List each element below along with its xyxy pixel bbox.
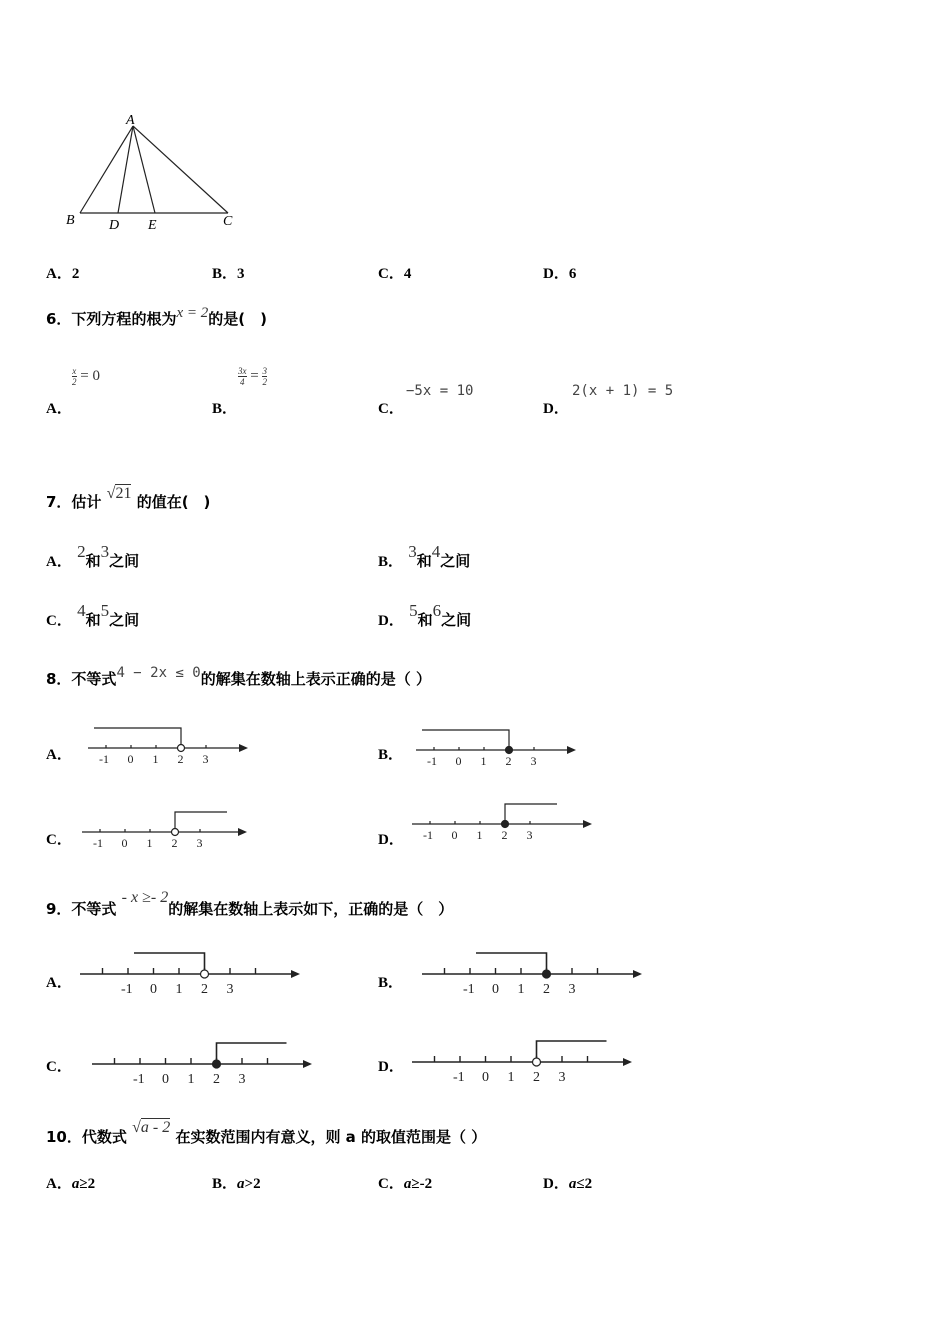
q10-option-b[interactable]: B．a>2 — [212, 1176, 261, 1192]
q6-option-b-label[interactable]: B． — [212, 401, 238, 417]
q6-option-d-math: 2(x + 1) = 5 — [572, 383, 674, 399]
sqrt-a-minus-2: √a - 2 — [132, 1119, 171, 1136]
tick-label: 1 — [175, 982, 183, 997]
tick-label: 3 — [558, 1070, 566, 1085]
solution-ray — [94, 728, 181, 748]
q8-option-b-label[interactable]: B． — [378, 747, 404, 763]
q10-option-a[interactable]: A．a≥2 — [46, 1176, 96, 1192]
q8-stem-math: 4 − 2x ≤ 0 — [116, 665, 201, 681]
q7-option-b[interactable]: B． 3和4之间 — [378, 542, 471, 570]
q8-option-d-label[interactable]: D． — [378, 832, 404, 848]
tick-label: 0 — [150, 982, 157, 997]
tick-label: -1 — [427, 754, 437, 768]
q7-option-c[interactable]: C． 4和5之间 — [46, 601, 140, 629]
tick-label: 1 — [480, 754, 487, 768]
tick-label: 1 — [187, 1072, 195, 1087]
closed-point — [502, 821, 509, 828]
q6-option-d-label[interactable]: D． — [543, 401, 569, 417]
tick-label: 1 — [476, 828, 483, 842]
q6-option-c-math: −5x = 10 — [406, 383, 474, 399]
open-point — [172, 829, 179, 836]
q5-option-a[interactable]: A．2 — [46, 266, 80, 282]
q6-option-c-label[interactable]: C． — [378, 401, 404, 417]
q6-option-b-math: $\frac{3x}{4}$ = $\frac{3}{2}$ — [238, 366, 267, 387]
vertex-label-e: E — [148, 218, 157, 233]
axis-arrow — [238, 828, 247, 836]
solution-ray — [505, 804, 557, 824]
closed-point — [506, 747, 513, 754]
closed-point — [213, 1060, 221, 1068]
q8-option-a-label[interactable]: A． — [46, 747, 72, 763]
vertex-label-d: D — [109, 218, 120, 233]
q7-option-a[interactable]: A． 2和3之间 — [46, 542, 140, 570]
tick-label: -1 — [133, 1072, 145, 1087]
tick-label: 2 — [171, 836, 178, 850]
tick-label: 2 — [501, 828, 508, 842]
tick-label: 2 — [177, 752, 184, 766]
q9-option-d-label[interactable]: D． — [378, 1059, 404, 1075]
tick-label: -1 — [121, 982, 133, 997]
q8-option-a-numberline — [84, 724, 254, 770]
axis-arrow — [567, 746, 576, 754]
q5-option-c[interactable]: C．4 — [378, 266, 412, 282]
tick-label: 3 — [226, 982, 234, 997]
tick-label: -1 — [453, 1070, 465, 1085]
tick-label: 3 — [526, 828, 533, 842]
q9-option-a-label[interactable]: A． — [46, 975, 72, 991]
closed-point — [543, 970, 551, 978]
solution-ray — [217, 1043, 287, 1064]
q9-option-d-numberline — [410, 1038, 638, 1088]
q5-option-d[interactable]: D．6 — [543, 266, 577, 282]
tick-label: 3 — [238, 1072, 246, 1087]
q6-option-a-math: $\frac{x}{2}$ = 0 — [72, 366, 100, 387]
q8-stem: 8．不等式4 − 2x ≤ 0的解集在数轴上表示正确的是（ ） — [46, 665, 431, 688]
tick-label: -1 — [99, 752, 109, 766]
tick-label: -1 — [93, 836, 103, 850]
q10-option-c[interactable]: C．a≥-2 — [378, 1176, 433, 1192]
axis-arrow — [623, 1058, 632, 1066]
tick-label: 0 — [455, 754, 462, 768]
q6-stem: 6．下列方程的根为x = 2的是( ) — [46, 305, 267, 328]
q9-stem-math: - x ≥- 2 — [121, 889, 169, 906]
tick-label: -1 — [423, 828, 433, 842]
q9-option-c-numberline — [90, 1040, 318, 1090]
vertex-label-a: A — [126, 113, 135, 128]
tick-label: 0 — [492, 982, 499, 997]
tick-label: 1 — [146, 836, 153, 850]
tick-label: 0 — [451, 828, 458, 842]
axis-arrow — [303, 1060, 312, 1068]
q6-option-a-label[interactable]: A． — [46, 401, 72, 417]
sqrt-21: √21 — [106, 485, 132, 502]
tick-label: 1 — [517, 982, 525, 997]
axis-arrow — [239, 744, 248, 752]
tick-label: 0 — [127, 752, 134, 766]
tick-label: 0 — [482, 1070, 489, 1085]
tick-label: 3 — [568, 982, 576, 997]
tick-label: 2 — [533, 1070, 540, 1085]
axis-arrow — [633, 970, 642, 978]
tick-label: 1 — [152, 752, 159, 766]
tick-label: 2 — [543, 982, 550, 997]
tick-label: 3 — [530, 754, 537, 768]
solution-ray — [175, 812, 227, 832]
tick-label: 0 — [162, 1072, 169, 1087]
solution-ray — [476, 953, 547, 974]
tick-label: 2 — [213, 1072, 220, 1087]
tick-label: 2 — [505, 754, 512, 768]
q8-option-c-numberline — [78, 808, 253, 854]
vertex-label-c: C — [223, 214, 233, 229]
tick-label: 0 — [121, 836, 128, 850]
q9-option-a-numberline — [78, 950, 306, 1000]
vertex-label-b: B — [66, 213, 75, 228]
triangle-figure — [60, 108, 250, 238]
q9-option-c-label[interactable]: C． — [46, 1059, 72, 1075]
tick-label: 3 — [202, 752, 209, 766]
q9-option-b-label[interactable]: B． — [378, 975, 404, 991]
q8-option-c-label[interactable]: C． — [46, 832, 72, 848]
q7-stem: 7．估计 √21 的值在( ) — [46, 485, 211, 511]
q6-stem-math: x = 2 — [176, 305, 209, 321]
solution-ray — [422, 730, 509, 750]
solution-ray — [134, 953, 205, 974]
q9-option-b-numberline — [420, 950, 648, 1000]
q9-stem: 9．不等式 - x ≥- 2的解集在数轴上表示如下，正确的是（ ） — [46, 889, 454, 918]
tick-label: 2 — [201, 982, 208, 997]
open-point — [201, 970, 209, 978]
axis-arrow — [583, 820, 592, 828]
tick-label: 1 — [507, 1070, 515, 1085]
q8-option-d-numberline — [408, 800, 598, 850]
q10-option-d[interactable]: D．a≤2 — [543, 1176, 593, 1192]
tick-label: 3 — [196, 836, 203, 850]
solution-ray — [537, 1041, 607, 1062]
q7-option-d[interactable]: D． 5和6之间 — [378, 601, 472, 629]
open-point — [533, 1058, 541, 1066]
q10-stem: 10．代数式 √a - 2 在实数范围内有意义，则 a 的取值范围是（ ） — [46, 1119, 487, 1146]
q5-option-b[interactable]: B．3 — [212, 266, 245, 282]
axis-arrow — [291, 970, 300, 978]
tick-label: -1 — [463, 982, 475, 997]
open-point — [178, 745, 185, 752]
q8-option-b-numberline — [412, 726, 582, 772]
